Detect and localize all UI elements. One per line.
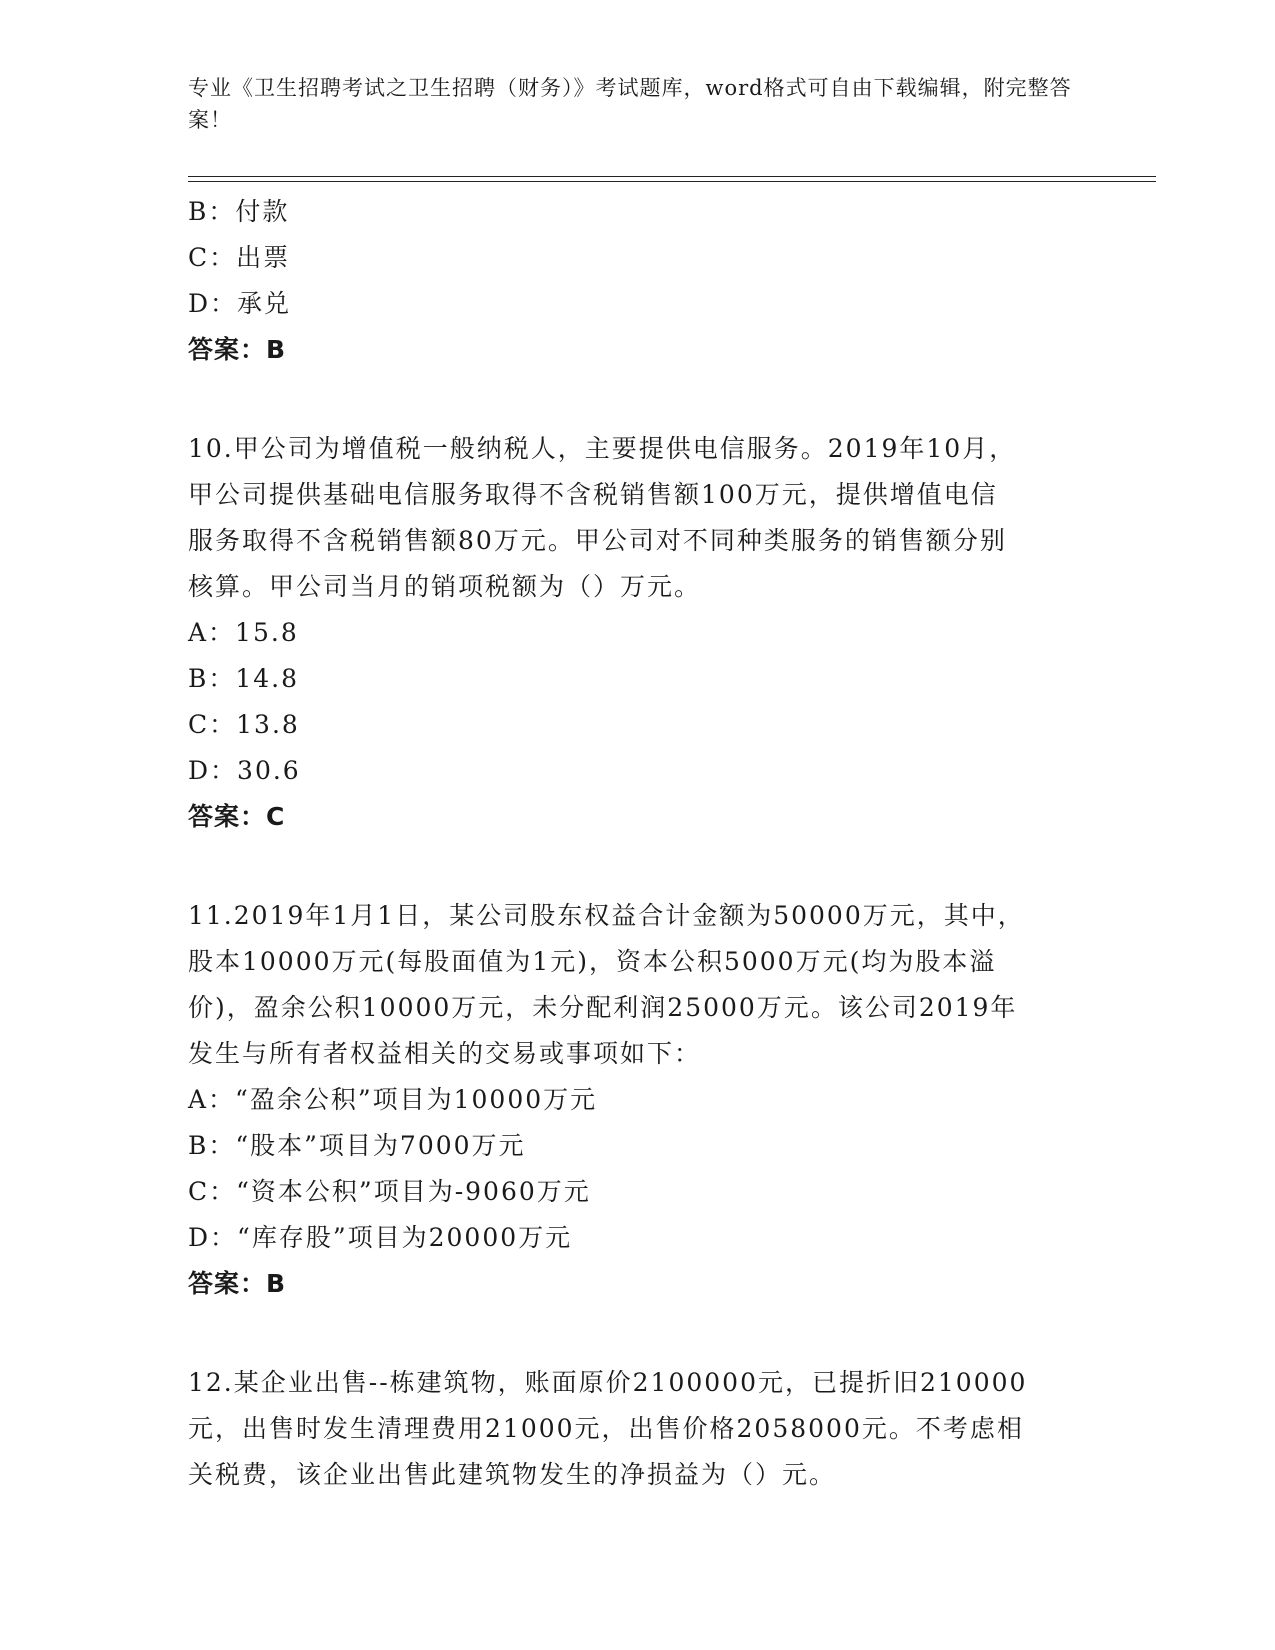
q10-option-b: B：14.8 [188,664,300,693]
spacer [188,840,1088,893]
q9-option-b: B：付款 [188,197,290,226]
q10-option-c: C：13.8 [188,710,300,739]
q9-option-d: D：承兑 [188,289,292,318]
q10-text-line-3: 服务取得不含税销售额80万元。甲公司对不同种类服务的销售额分别 [188,526,1007,555]
q11-text-line-4: 发生与所有者权益相关的交易或事项如下： [188,1039,702,1068]
q11-text-line-3: 价)，盈余公积10000万元，未分配利润25000万元。该公司2019年 [188,993,1018,1022]
header-rule-bottom [188,181,1156,182]
q10-text-line-1: 10.甲公司为增值税一般纳税人，主要提供电信服务。2019年10月， [188,434,1017,463]
q10-option-a: A：15.8 [188,618,299,647]
q11-option-d: D：“库存股”项目为20000万元 [188,1223,573,1252]
spacer [188,373,1088,426]
q10-text-line-4: 核算。甲公司当月的销项税额为（）万元。 [188,572,702,601]
q11-option-a: A：“盈余公积”项目为10000万元 [188,1085,598,1114]
q9-answer: 答案：B [188,335,287,364]
q10-option-d: D：30.6 [188,756,301,785]
document-content [188,189,1088,1498]
q11-answer: 答案：B [188,1269,287,1298]
header-rule-top [188,176,1156,177]
q11-option-b: B：“股本”项目为7000万元 [188,1131,526,1160]
q11-option-c: C：“资本公积”项目为-9060万元 [188,1177,591,1206]
q12-text-line-2: 元，出售时发生清理费用21000元，出售价格2058000元。不考虑相 [188,1414,1024,1443]
q12-text-line-1: 12.某企业出售--栋建筑物，账面原价2100000元，已提折旧210000 [188,1368,1028,1397]
q11-text-line-1: 11.2019年1月1日，某公司股东权益合计金额为50000万元，其中， [188,901,1025,930]
q10-text-line-2: 甲公司提供基础电信服务取得不含税销售额100万元，提供增值电信 [188,480,998,509]
document-header: 专业《卫生招聘考试之卫生招聘（财务）》考试题库，word格式可自由下载编辑，附完整答案！ [188,76,1072,132]
spacer [188,1307,1088,1360]
q12-text-line-3: 关税费，该企业出售此建筑物发生的净损益为（）元。 [188,1460,837,1489]
q11-text-line-2: 股本10000万元(每股面值为1元)，资本公积5000万元(均为股本溢 [188,947,997,976]
q10-answer: 答案：C [188,802,286,831]
q9-option-c: C：出票 [188,243,291,272]
